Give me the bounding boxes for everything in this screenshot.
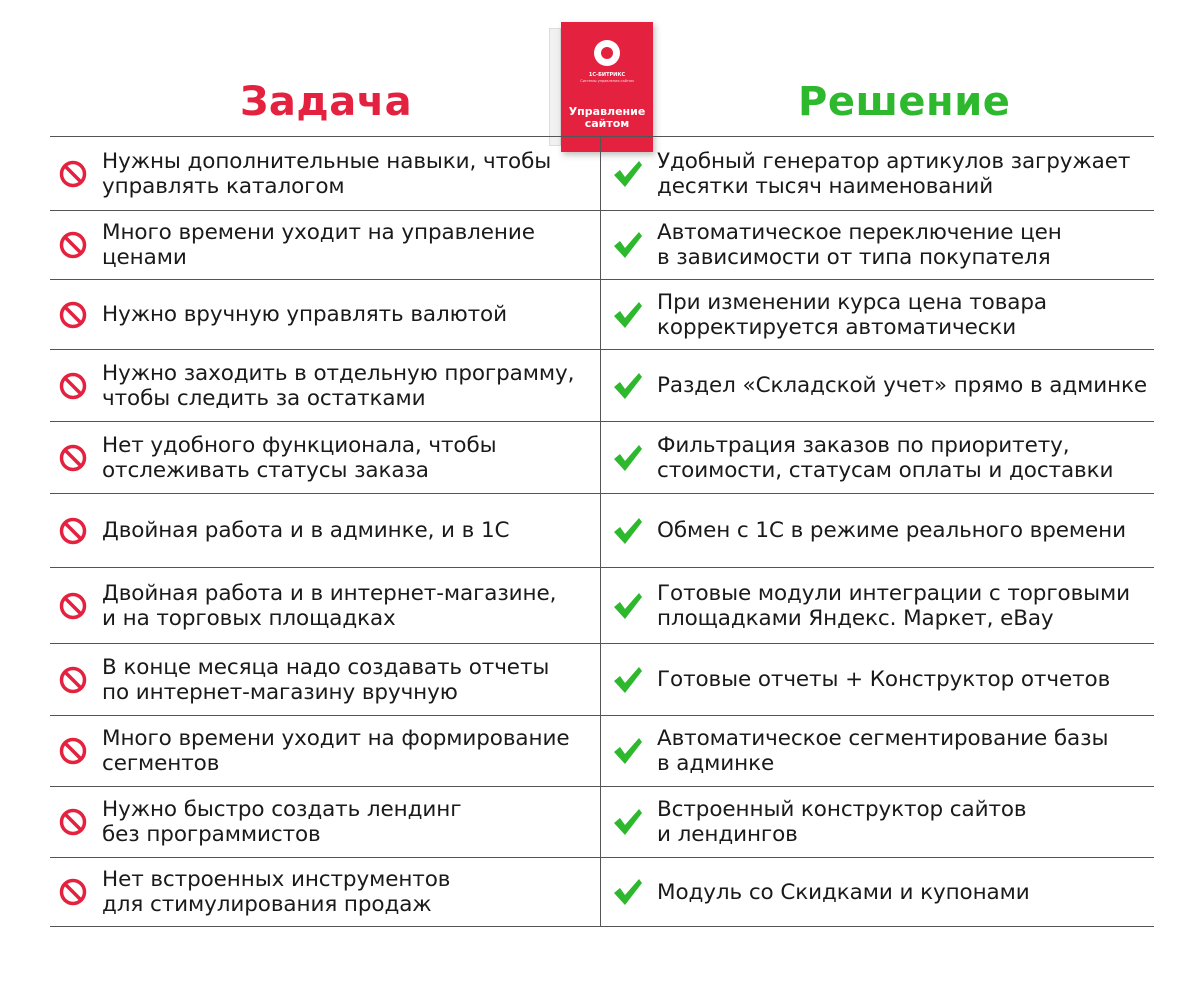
checkmark-icon bbox=[601, 736, 655, 766]
problem-text: Нужно быстро создать лендинг без программистов bbox=[102, 797, 462, 847]
problem-cell bbox=[50, 568, 600, 643]
checkmark-icon bbox=[601, 807, 655, 837]
checkmark-icon bbox=[601, 300, 655, 330]
solution-text: Модуль со Скидками и купонами bbox=[657, 879, 1030, 905]
problem-text: Много времени уходит на формирование сегментов bbox=[102, 726, 570, 776]
product-box-side bbox=[549, 28, 561, 146]
problem-cell bbox=[50, 858, 600, 926]
problem-cell bbox=[50, 137, 600, 210]
problem-cell bbox=[50, 422, 600, 493]
problem-cell bbox=[50, 350, 600, 421]
table-row bbox=[50, 137, 1154, 210]
table-row bbox=[50, 644, 1154, 715]
problem-text: Двойная работа и в интернет-магазине, и на торговых площадках bbox=[102, 580, 557, 631]
table-row bbox=[50, 568, 1154, 643]
table-row bbox=[50, 494, 1154, 567]
solution-text: Готовые отчеты + Конструктор отчетов bbox=[657, 667, 1111, 692]
problem-text: В конце месяца надо создавать отчеты по интернет-магазину вручную bbox=[102, 654, 550, 705]
solution-column-heading: Решение bbox=[798, 79, 1011, 125]
prohibited-icon bbox=[46, 371, 100, 401]
solution-cell bbox=[601, 787, 1154, 857]
solution-cell bbox=[601, 644, 1154, 715]
problem-text: Много времени уходит на управление ценами bbox=[102, 220, 535, 270]
solution-cell bbox=[601, 280, 1154, 349]
table-row bbox=[50, 422, 1154, 493]
checkmark-icon bbox=[601, 516, 655, 546]
problem-text: Нужны дополнительные навыки, чтобы управлять каталогом bbox=[102, 148, 552, 199]
problem-cell bbox=[50, 280, 600, 349]
prohibited-icon bbox=[46, 516, 100, 546]
bitrix-logo-icon bbox=[594, 40, 620, 66]
problem-text: Нет встроенных инструментов для стимулирования продаж bbox=[102, 867, 451, 917]
solution-cell bbox=[601, 211, 1154, 279]
row-divider bbox=[50, 926, 1154, 927]
table-row bbox=[50, 787, 1154, 857]
solution-text: Автоматическое переключение цен в зависимости от типа покупателя bbox=[657, 220, 1062, 270]
product-box-front bbox=[561, 22, 653, 152]
problem-text: Нет удобного функционала, чтобы отслеживать статусы заказа bbox=[102, 432, 497, 483]
prohibited-icon bbox=[46, 665, 100, 695]
problem-cell bbox=[50, 787, 600, 857]
problem-cell bbox=[50, 494, 600, 567]
table-row bbox=[50, 716, 1154, 786]
prohibited-icon bbox=[46, 807, 100, 837]
product-box-image bbox=[549, 22, 653, 152]
checkmark-icon bbox=[601, 877, 655, 907]
solution-cell bbox=[601, 716, 1154, 786]
problem-cell bbox=[50, 716, 600, 786]
checkmark-icon bbox=[601, 443, 655, 473]
solution-text: Встроенный конструктор сайтов и лендингов bbox=[657, 797, 1027, 847]
checkmark-icon bbox=[601, 230, 655, 260]
prohibited-icon bbox=[46, 159, 100, 189]
problem-text: Двойная работа и в админке, и в 1С bbox=[102, 518, 510, 543]
problem-column-heading: Задача bbox=[240, 79, 413, 125]
problem-text: Нужно заходить в отдельную программу, чтобы следить за остатками bbox=[102, 360, 575, 411]
checkmark-icon bbox=[601, 371, 655, 401]
solution-cell bbox=[601, 568, 1154, 643]
solution-text: Автоматическое сегментирование базы в админке bbox=[657, 726, 1109, 776]
table-row bbox=[50, 280, 1154, 349]
solution-text: Фильтрация заказов по приоритету, стоимости, статусам оплаты и доставки bbox=[657, 432, 1114, 483]
prohibited-icon bbox=[46, 877, 100, 907]
checkmark-icon bbox=[601, 665, 655, 695]
prohibited-icon bbox=[46, 230, 100, 260]
solution-cell bbox=[601, 494, 1154, 567]
product-box-title: Управление сайтом bbox=[568, 105, 646, 130]
problem-cell bbox=[50, 644, 600, 715]
product-box-subtitle: Системы управления сайтом bbox=[580, 79, 634, 83]
solution-text: Готовые модули интеграции с торговыми площадками Яндекс. Маркет, eBay bbox=[657, 580, 1131, 631]
table-row bbox=[50, 211, 1154, 279]
problem-cell bbox=[50, 211, 600, 279]
solution-cell bbox=[601, 350, 1154, 421]
solution-cell bbox=[601, 858, 1154, 926]
solution-text: Удобный генератор артикулов загружает десятки тысяч наименований bbox=[657, 148, 1131, 199]
solution-cell bbox=[601, 137, 1154, 210]
problem-text: Нужно вручную управлять валютой bbox=[102, 302, 507, 327]
prohibited-icon bbox=[46, 736, 100, 766]
solution-text: При изменении курса цена товара корректируется автоматически bbox=[657, 289, 1047, 340]
product-box-brand: 1С-БИТРИКС bbox=[588, 72, 626, 78]
prohibited-icon bbox=[46, 300, 100, 330]
solution-text: Раздел «Складской учет» прямо в админке bbox=[657, 373, 1148, 398]
checkmark-icon bbox=[601, 159, 655, 189]
prohibited-icon bbox=[46, 443, 100, 473]
checkmark-icon bbox=[601, 591, 655, 621]
table-row bbox=[50, 858, 1154, 926]
solution-cell bbox=[601, 422, 1154, 493]
table-row bbox=[50, 350, 1154, 421]
prohibited-icon bbox=[46, 591, 100, 621]
comparison-table bbox=[50, 136, 1154, 926]
solution-text: Обмен с 1С в режиме реального времени bbox=[657, 518, 1126, 543]
